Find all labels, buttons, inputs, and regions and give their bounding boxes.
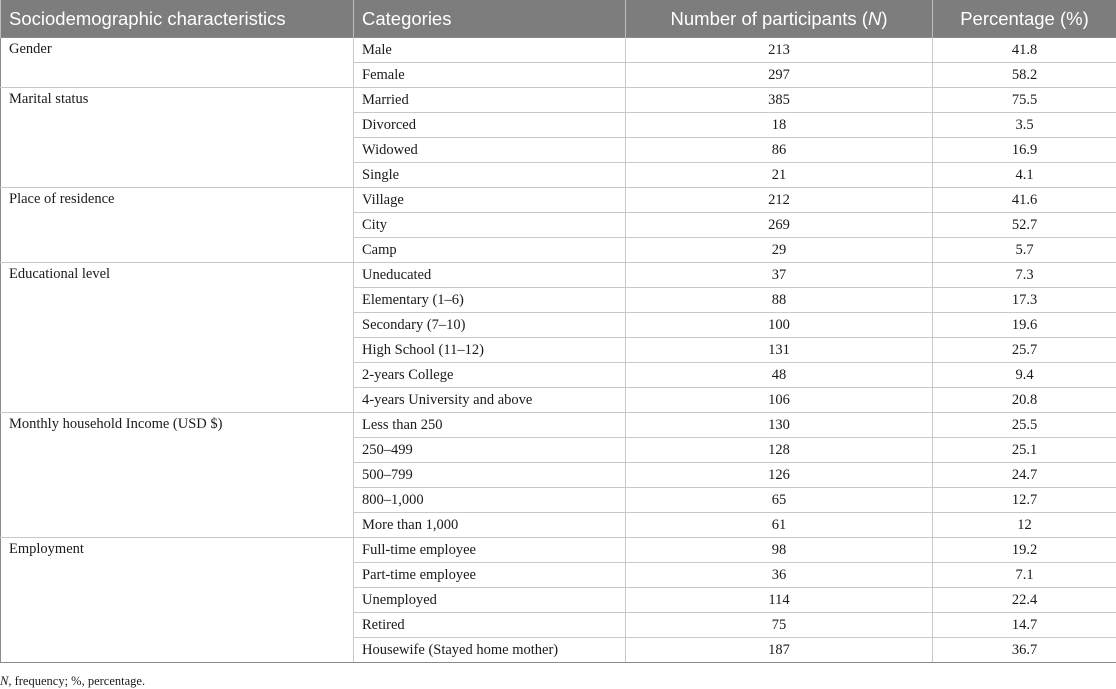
participants-cell: 126 xyxy=(626,463,933,488)
category-cell: Retired xyxy=(354,613,626,638)
participants-cell: 36 xyxy=(626,563,933,588)
table-row xyxy=(1,413,1116,438)
percentage-cell: 12.7 xyxy=(933,488,1116,513)
percentage-cell: 20.8 xyxy=(933,388,1116,413)
header-participants-n: N xyxy=(867,7,882,29)
percentage-cell: 24.7 xyxy=(933,463,1116,488)
percentage-cell: 75.5 xyxy=(933,88,1116,113)
participants-cell: 213 xyxy=(626,38,933,63)
participants-cell: 37 xyxy=(626,263,933,288)
participants-cell: 98 xyxy=(626,538,933,563)
participants-cell: 269 xyxy=(626,213,933,238)
header-participants-prefix: Number of participants ( xyxy=(670,7,868,29)
group-label: Marital status xyxy=(1,88,354,188)
category-cell: Widowed xyxy=(354,138,626,163)
group-label: Employment xyxy=(1,538,354,663)
table-row xyxy=(1,88,1116,113)
category-cell: Camp xyxy=(354,238,626,263)
category-cell: 250–499 xyxy=(354,438,626,463)
header-participants-suffix: ) xyxy=(881,7,888,29)
category-cell: 2-years College xyxy=(354,363,626,388)
participants-cell: 48 xyxy=(626,363,933,388)
header-row xyxy=(1,0,1116,38)
category-cell: Uneducated xyxy=(354,263,626,288)
percentage-cell: 25.1 xyxy=(933,438,1116,463)
percentage-cell: 25.5 xyxy=(933,413,1116,438)
participants-cell: 21 xyxy=(626,163,933,188)
percentage-cell: 16.9 xyxy=(933,138,1116,163)
table-body xyxy=(1,38,1116,663)
percentage-cell: 17.3 xyxy=(933,288,1116,313)
table-row xyxy=(1,538,1116,563)
category-cell: 500–799 xyxy=(354,463,626,488)
percentage-cell: 19.6 xyxy=(933,313,1116,338)
group-label: Educational level xyxy=(1,263,354,413)
category-cell: More than 1,000 xyxy=(354,513,626,538)
category-cell: City xyxy=(354,213,626,238)
percentage-cell: 3.5 xyxy=(933,113,1116,138)
participants-cell: 61 xyxy=(626,513,933,538)
percentage-cell: 5.7 xyxy=(933,238,1116,263)
footnote-n-symbol: N xyxy=(0,674,9,688)
percentage-cell: 52.7 xyxy=(933,213,1116,238)
header-categories: Categories xyxy=(354,0,626,38)
group-label: Gender xyxy=(1,38,354,88)
category-cell: Single xyxy=(354,163,626,188)
percentage-cell: 9.4 xyxy=(933,363,1116,388)
participants-cell: 106 xyxy=(626,388,933,413)
header-participants xyxy=(626,0,933,38)
category-cell: Divorced xyxy=(354,113,626,138)
category-cell: Housewife (Stayed home mother) xyxy=(354,638,626,663)
participants-cell: 130 xyxy=(626,413,933,438)
percentage-cell: 7.3 xyxy=(933,263,1116,288)
participants-cell: 131 xyxy=(626,338,933,363)
participants-cell: 18 xyxy=(626,113,933,138)
category-cell: Elementary (1–6) xyxy=(354,288,626,313)
percentage-cell: 25.7 xyxy=(933,338,1116,363)
participants-cell: 128 xyxy=(626,438,933,463)
header-characteristics: Sociodemographic characteristics xyxy=(1,0,354,38)
category-cell: Part-time employee xyxy=(354,563,626,588)
percentage-cell: 14.7 xyxy=(933,613,1116,638)
percentage-cell: 58.2 xyxy=(933,63,1116,88)
participants-cell: 75 xyxy=(626,613,933,638)
group-label: Monthly household Income (USD $) xyxy=(1,413,354,538)
percentage-cell: 41.8 xyxy=(933,38,1116,63)
category-cell: 800–1,000 xyxy=(354,488,626,513)
participants-cell: 385 xyxy=(626,88,933,113)
percentage-cell: 19.2 xyxy=(933,538,1116,563)
participants-cell: 86 xyxy=(626,138,933,163)
participants-cell: 114 xyxy=(626,588,933,613)
header-percentage: Percentage (%) xyxy=(933,0,1116,38)
table-row xyxy=(1,263,1116,288)
participants-cell: 297 xyxy=(626,63,933,88)
participants-cell: 65 xyxy=(626,488,933,513)
participants-cell: 88 xyxy=(626,288,933,313)
category-cell: Female xyxy=(354,63,626,88)
percentage-cell: 41.6 xyxy=(933,188,1116,213)
percentage-cell: 22.4 xyxy=(933,588,1116,613)
participants-cell: 212 xyxy=(626,188,933,213)
group-label: Place of residence xyxy=(1,188,354,263)
category-cell: 4-years University and above xyxy=(354,388,626,413)
category-cell: High School (11–12) xyxy=(354,338,626,363)
table-row xyxy=(1,188,1116,213)
category-cell: Less than 250 xyxy=(354,413,626,438)
category-cell: Married xyxy=(354,88,626,113)
category-cell: Unemployed xyxy=(354,588,626,613)
category-cell: Secondary (7–10) xyxy=(354,313,626,338)
table-footnote xyxy=(0,674,145,689)
percentage-cell: 12 xyxy=(933,513,1116,538)
percentage-cell: 36.7 xyxy=(933,638,1116,663)
participants-cell: 29 xyxy=(626,238,933,263)
category-cell: Male xyxy=(354,38,626,63)
table-row xyxy=(1,38,1116,63)
category-cell: Full-time employee xyxy=(354,538,626,563)
participants-cell: 187 xyxy=(626,638,933,663)
percentage-cell: 4.1 xyxy=(933,163,1116,188)
category-cell: Village xyxy=(354,188,626,213)
footnote-text: , frequency; %, percentage. xyxy=(8,674,146,688)
percentage-cell: 7.1 xyxy=(933,563,1116,588)
participants-cell: 100 xyxy=(626,313,933,338)
